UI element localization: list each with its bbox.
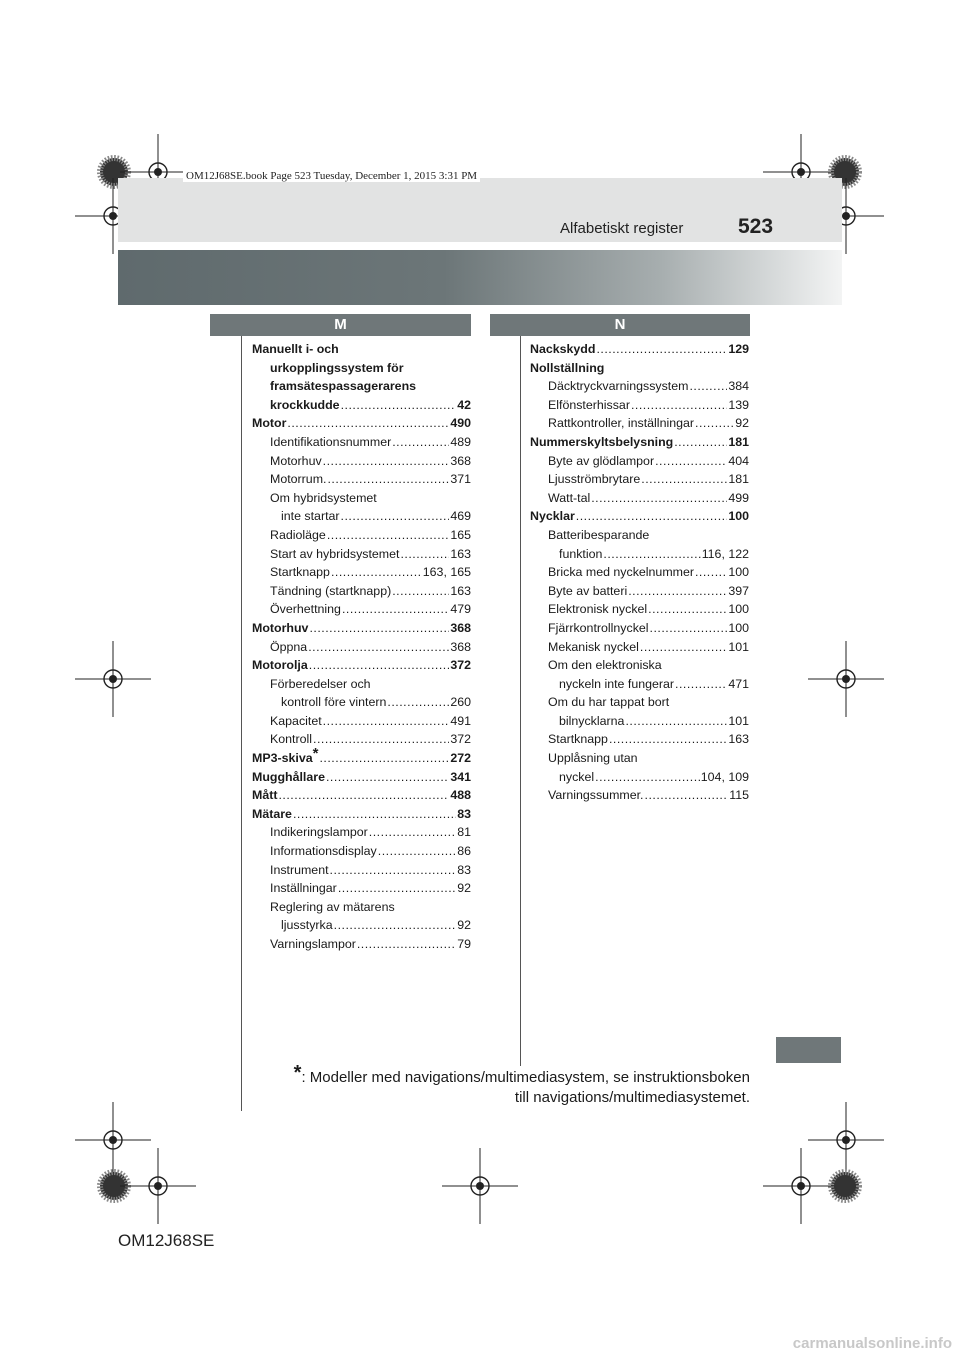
entry-term: Informationsdisplay <box>270 844 377 859</box>
dot-leader <box>648 600 727 619</box>
dot-leader <box>309 619 449 638</box>
entry-page-ref: 42 <box>457 397 471 412</box>
dot-leader <box>293 805 456 824</box>
document-code: OM12J68SE <box>118 1231 215 1250</box>
entry-term: urkopplingssystem för <box>270 360 404 375</box>
dot-leader <box>341 396 457 415</box>
entry-page-ref: 181 <box>728 472 749 487</box>
entry-page-ref: 371 <box>450 472 471 487</box>
entry-page-ref: 384 <box>728 379 749 394</box>
entry-page-ref: 163, 165 <box>422 565 471 580</box>
entry-term: ljusstyrka <box>281 918 333 933</box>
entry-term: Motor <box>252 416 287 431</box>
entry-term: Överhettning <box>270 602 341 617</box>
dot-leader <box>655 452 727 471</box>
entry-page-ref: 83 <box>457 862 471 877</box>
entry-page-ref: 100 <box>728 620 749 635</box>
dot-leader <box>323 712 450 731</box>
dot-leader <box>323 452 450 471</box>
entry-term: Indikeringslampor <box>270 825 368 840</box>
entry-page-ref: 491 <box>450 713 471 728</box>
index-entry <box>252 638 471 657</box>
entry-page-ref: 479 <box>450 602 471 617</box>
entry-page-ref: 139 <box>728 397 749 412</box>
dot-leader <box>576 507 728 526</box>
entry-term: Förberedelser och <box>270 676 371 691</box>
entry-page-ref: 104, 109 <box>700 769 749 784</box>
index-entry <box>530 730 749 749</box>
index-entry <box>530 619 749 638</box>
entry-term: Motorhuv <box>270 453 322 468</box>
entry-term: Mått <box>252 788 278 803</box>
index-entry <box>530 563 749 582</box>
index-entry <box>530 396 749 415</box>
dot-leader <box>287 414 449 433</box>
entry-term: Ljusströmbrytare <box>548 472 641 487</box>
index-entry <box>252 526 471 545</box>
entry-page-ref: 116, 122 <box>701 546 749 561</box>
entry-footnote-marker: * <box>312 745 319 763</box>
index-entry <box>530 768 749 787</box>
entry-page-ref: 372 <box>450 732 471 747</box>
dot-leader <box>689 377 727 396</box>
index-column-m <box>252 340 471 954</box>
entry-term: Nackskydd <box>530 342 596 356</box>
entry-page-ref: 163 <box>450 546 471 561</box>
index-entry <box>530 693 749 712</box>
entry-page-ref: 81 <box>457 825 471 840</box>
dot-leader <box>308 638 449 657</box>
column-heading-n: N <box>490 314 750 336</box>
dot-leader <box>591 489 727 508</box>
dot-leader <box>695 414 734 433</box>
entry-term: kontroll före vintern <box>281 695 387 710</box>
entry-page-ref: 488 <box>450 788 471 803</box>
index-entry <box>252 452 471 471</box>
entry-page-ref: 163 <box>728 732 749 747</box>
index-entry <box>530 545 749 564</box>
entry-term: nyckeln inte fungerar <box>559 676 675 691</box>
dot-leader <box>675 675 727 694</box>
index-entry <box>530 638 749 657</box>
entry-term: Watt-tal <box>548 490 591 505</box>
index-entry <box>252 563 471 582</box>
entry-term: MP3-skiva* <box>252 745 319 766</box>
dot-leader <box>309 656 450 675</box>
index-entry <box>530 507 749 526</box>
entry-page-ref: 469 <box>450 509 471 524</box>
dot-leader <box>331 563 422 582</box>
entry-page-ref: 368 <box>450 639 471 654</box>
entry-page-ref: 397 <box>728 583 749 598</box>
left-margin-rule <box>241 336 242 1111</box>
entry-term: krockkudde <box>270 397 340 412</box>
dot-leader <box>674 433 727 452</box>
index-entry <box>252 786 471 805</box>
index-entry <box>252 805 471 824</box>
index-entry <box>530 489 749 508</box>
entry-page-ref: 92 <box>735 416 749 431</box>
index-entry <box>252 898 471 917</box>
entry-term: Inställningar <box>270 881 337 896</box>
entry-term: Start av hybridsystemet <box>270 546 400 561</box>
index-entry <box>530 359 749 378</box>
entry-page-ref: 129 <box>728 342 749 356</box>
column-heading-m: M <box>210 314 471 336</box>
footnote <box>282 1062 750 1108</box>
entry-page-ref: 92 <box>457 918 471 933</box>
entry-term: Om den elektroniska <box>548 658 662 673</box>
dot-leader <box>378 842 456 861</box>
entry-term: Bricka med nyckelnummer <box>548 565 694 580</box>
entry-page-ref: 86 <box>457 844 471 859</box>
index-entry <box>530 786 749 805</box>
entry-term: Upplåsning utan <box>548 751 638 766</box>
dot-leader <box>609 730 727 749</box>
entry-term: Motorrum. <box>270 472 327 487</box>
entry-term: Startknapp <box>548 732 608 747</box>
entry-page-ref: 101 <box>728 639 749 654</box>
index-entry <box>252 712 471 731</box>
dot-leader <box>625 712 727 731</box>
dot-leader <box>595 768 700 787</box>
entry-page-ref: 79 <box>457 937 471 951</box>
dot-leader <box>327 526 450 545</box>
entry-page-ref: 341 <box>450 769 471 784</box>
index-entry <box>252 600 471 619</box>
entry-term: Mekanisk nyckel <box>548 639 639 654</box>
index-entry <box>252 582 471 601</box>
entry-term: framsätespassagerarens <box>270 379 417 394</box>
entry-term: Fjärrkontrollnyckel <box>548 620 649 635</box>
index-entry <box>530 470 749 489</box>
entry-term: Elfönsterhissar <box>548 397 630 412</box>
footnote-marker: * <box>293 1062 302 1084</box>
section-title: Alfabetiskt register <box>560 220 684 237</box>
watermark: carmanualsonline.info <box>792 1335 952 1352</box>
entry-page-ref: 181 <box>728 434 749 449</box>
dot-leader <box>327 470 449 489</box>
entry-term: Motorhuv <box>252 620 309 635</box>
entry-page-ref: 260 <box>450 695 471 710</box>
index-entry <box>252 359 471 378</box>
entry-term: Identifikationsnummer <box>270 434 392 449</box>
index-entry <box>530 526 749 545</box>
dot-leader <box>342 600 449 619</box>
index-entry <box>252 470 471 489</box>
footnote-line-1: : Modeller med navigations/multimediasystem, se instruktionsboken <box>301 1069 750 1086</box>
dot-leader <box>278 786 449 805</box>
index-entry <box>530 377 749 396</box>
index-entry <box>252 935 471 954</box>
dot-leader <box>330 861 457 880</box>
index-entry <box>530 600 749 619</box>
entry-term: Varningssummer. <box>548 788 644 803</box>
entry-term: Startknapp <box>270 565 330 580</box>
entry-term: Byte av glödlampor <box>548 453 655 468</box>
dot-leader <box>357 935 456 954</box>
index-entry <box>252 768 471 787</box>
entry-term: Tändning (startknapp) <box>270 583 392 598</box>
entry-term: Radioläge <box>270 527 326 542</box>
index-entry <box>252 507 471 526</box>
entry-page-ref: 92 <box>457 881 471 896</box>
entry-page-ref: 165 <box>450 527 471 542</box>
dot-leader <box>334 916 457 935</box>
entry-page-ref: 499 <box>728 490 749 505</box>
entry-page-ref: 368 <box>450 620 471 635</box>
entry-page-ref: 83 <box>457 806 471 821</box>
entry-term: bilnycklarna <box>559 713 625 728</box>
entry-page-ref: 101 <box>728 713 749 728</box>
entry-page-ref: 471 <box>728 676 749 691</box>
index-entry <box>530 712 749 731</box>
dot-leader <box>631 396 727 415</box>
index-entry <box>530 582 749 601</box>
index-entry <box>530 656 749 675</box>
index-entry <box>252 745 471 768</box>
dot-leader <box>628 582 727 601</box>
entry-term: Om hybridsystemet <box>270 490 377 505</box>
entry-page-ref: 272 <box>450 751 471 766</box>
entry-term: nyckel <box>559 769 595 784</box>
entry-page-ref: 404 <box>728 453 749 468</box>
dot-leader <box>338 879 456 898</box>
dot-leader <box>326 768 449 787</box>
index-entry <box>252 545 471 564</box>
index-entry <box>252 861 471 880</box>
entry-page-ref: 163 <box>450 583 471 598</box>
index-entry <box>252 879 471 898</box>
entry-term: Varningslampor <box>270 937 356 951</box>
dot-leader <box>387 693 449 712</box>
entry-page-ref: 489 <box>450 434 471 449</box>
entry-term: Batteribesparande <box>548 527 650 542</box>
index-entry <box>252 656 471 675</box>
index-column-n <box>530 340 749 805</box>
entry-page-ref: 115 <box>729 788 749 803</box>
entry-term: Nummerskyltsbelysning <box>530 434 674 449</box>
entry-term: Nollställning <box>530 360 605 375</box>
entry-term: Däcktryckvarningssystem <box>548 379 689 394</box>
entry-term: Kontroll <box>270 732 313 747</box>
dot-leader <box>313 730 449 749</box>
entry-term: Öppna <box>270 639 308 654</box>
index-entry <box>252 675 471 694</box>
dot-leader <box>640 638 727 657</box>
dot-leader <box>392 433 449 452</box>
index-entry <box>530 749 749 768</box>
entry-page-ref: 490 <box>450 416 471 431</box>
entry-term: Motorolja <box>252 658 308 673</box>
dot-leader <box>400 545 449 564</box>
column-divider <box>520 336 521 1066</box>
entry-page-ref: 372 <box>450 658 471 673</box>
index-entry <box>530 452 749 471</box>
footnote-line-2: till navigations/multimediasystemet. <box>514 1089 750 1106</box>
side-tab <box>776 1037 841 1063</box>
index-entry <box>530 433 749 452</box>
book-info-line: OM12J68SE.book Page 523 Tuesday, December 1, 2015 3:31 PM <box>183 170 480 182</box>
dot-leader <box>341 507 450 526</box>
entry-term: Byte av batteri <box>548 583 628 598</box>
entry-term: Om du har tappat bort <box>548 695 670 710</box>
entry-term: Mätare <box>252 806 292 821</box>
entry-term: Elektronisk nyckel <box>548 602 648 617</box>
index-entry <box>252 414 471 433</box>
dot-leader <box>596 340 727 359</box>
dot-leader <box>392 582 449 601</box>
dot-leader <box>645 786 729 805</box>
entry-page-ref: 100 <box>728 509 749 524</box>
dot-leader <box>369 823 456 842</box>
header-band <box>118 178 842 242</box>
entry-term: Instrument <box>270 862 329 877</box>
index-entry <box>252 619 471 638</box>
index-entry <box>252 377 471 396</box>
index-entry <box>252 730 471 749</box>
index-entry <box>252 693 471 712</box>
index-entry <box>252 489 471 508</box>
entry-page-ref: 100 <box>728 602 749 617</box>
dot-leader <box>650 619 728 638</box>
entry-term: funktion <box>559 546 603 561</box>
page-number: 523 <box>738 215 774 238</box>
index-entry <box>530 675 749 694</box>
index-entry <box>252 396 471 415</box>
entry-term: Manuellt i- och <box>252 342 339 356</box>
entry-term: inte startar <box>281 509 340 524</box>
dot-leader <box>641 470 727 489</box>
entry-term: Rattkontroller, inställningar <box>548 416 695 431</box>
entry-term: Kapacitet <box>270 713 322 728</box>
gradient-band <box>118 250 842 305</box>
entry-term: Nycklar <box>530 509 575 524</box>
index-entry <box>252 823 471 842</box>
entry-term: Mugghållare <box>252 769 325 784</box>
dot-leader <box>603 545 700 564</box>
index-entry <box>252 340 471 359</box>
index-entry <box>530 414 749 433</box>
entry-page-ref: 100 <box>728 565 749 580</box>
index-entry <box>530 340 749 359</box>
entry-page-ref: 368 <box>450 453 471 468</box>
dot-leader <box>695 563 727 582</box>
index-entry <box>252 916 471 935</box>
dot-leader <box>319 749 449 768</box>
index-entry <box>252 842 471 861</box>
entry-term: Reglering av mätarens <box>270 899 395 914</box>
index-entry <box>252 433 471 452</box>
